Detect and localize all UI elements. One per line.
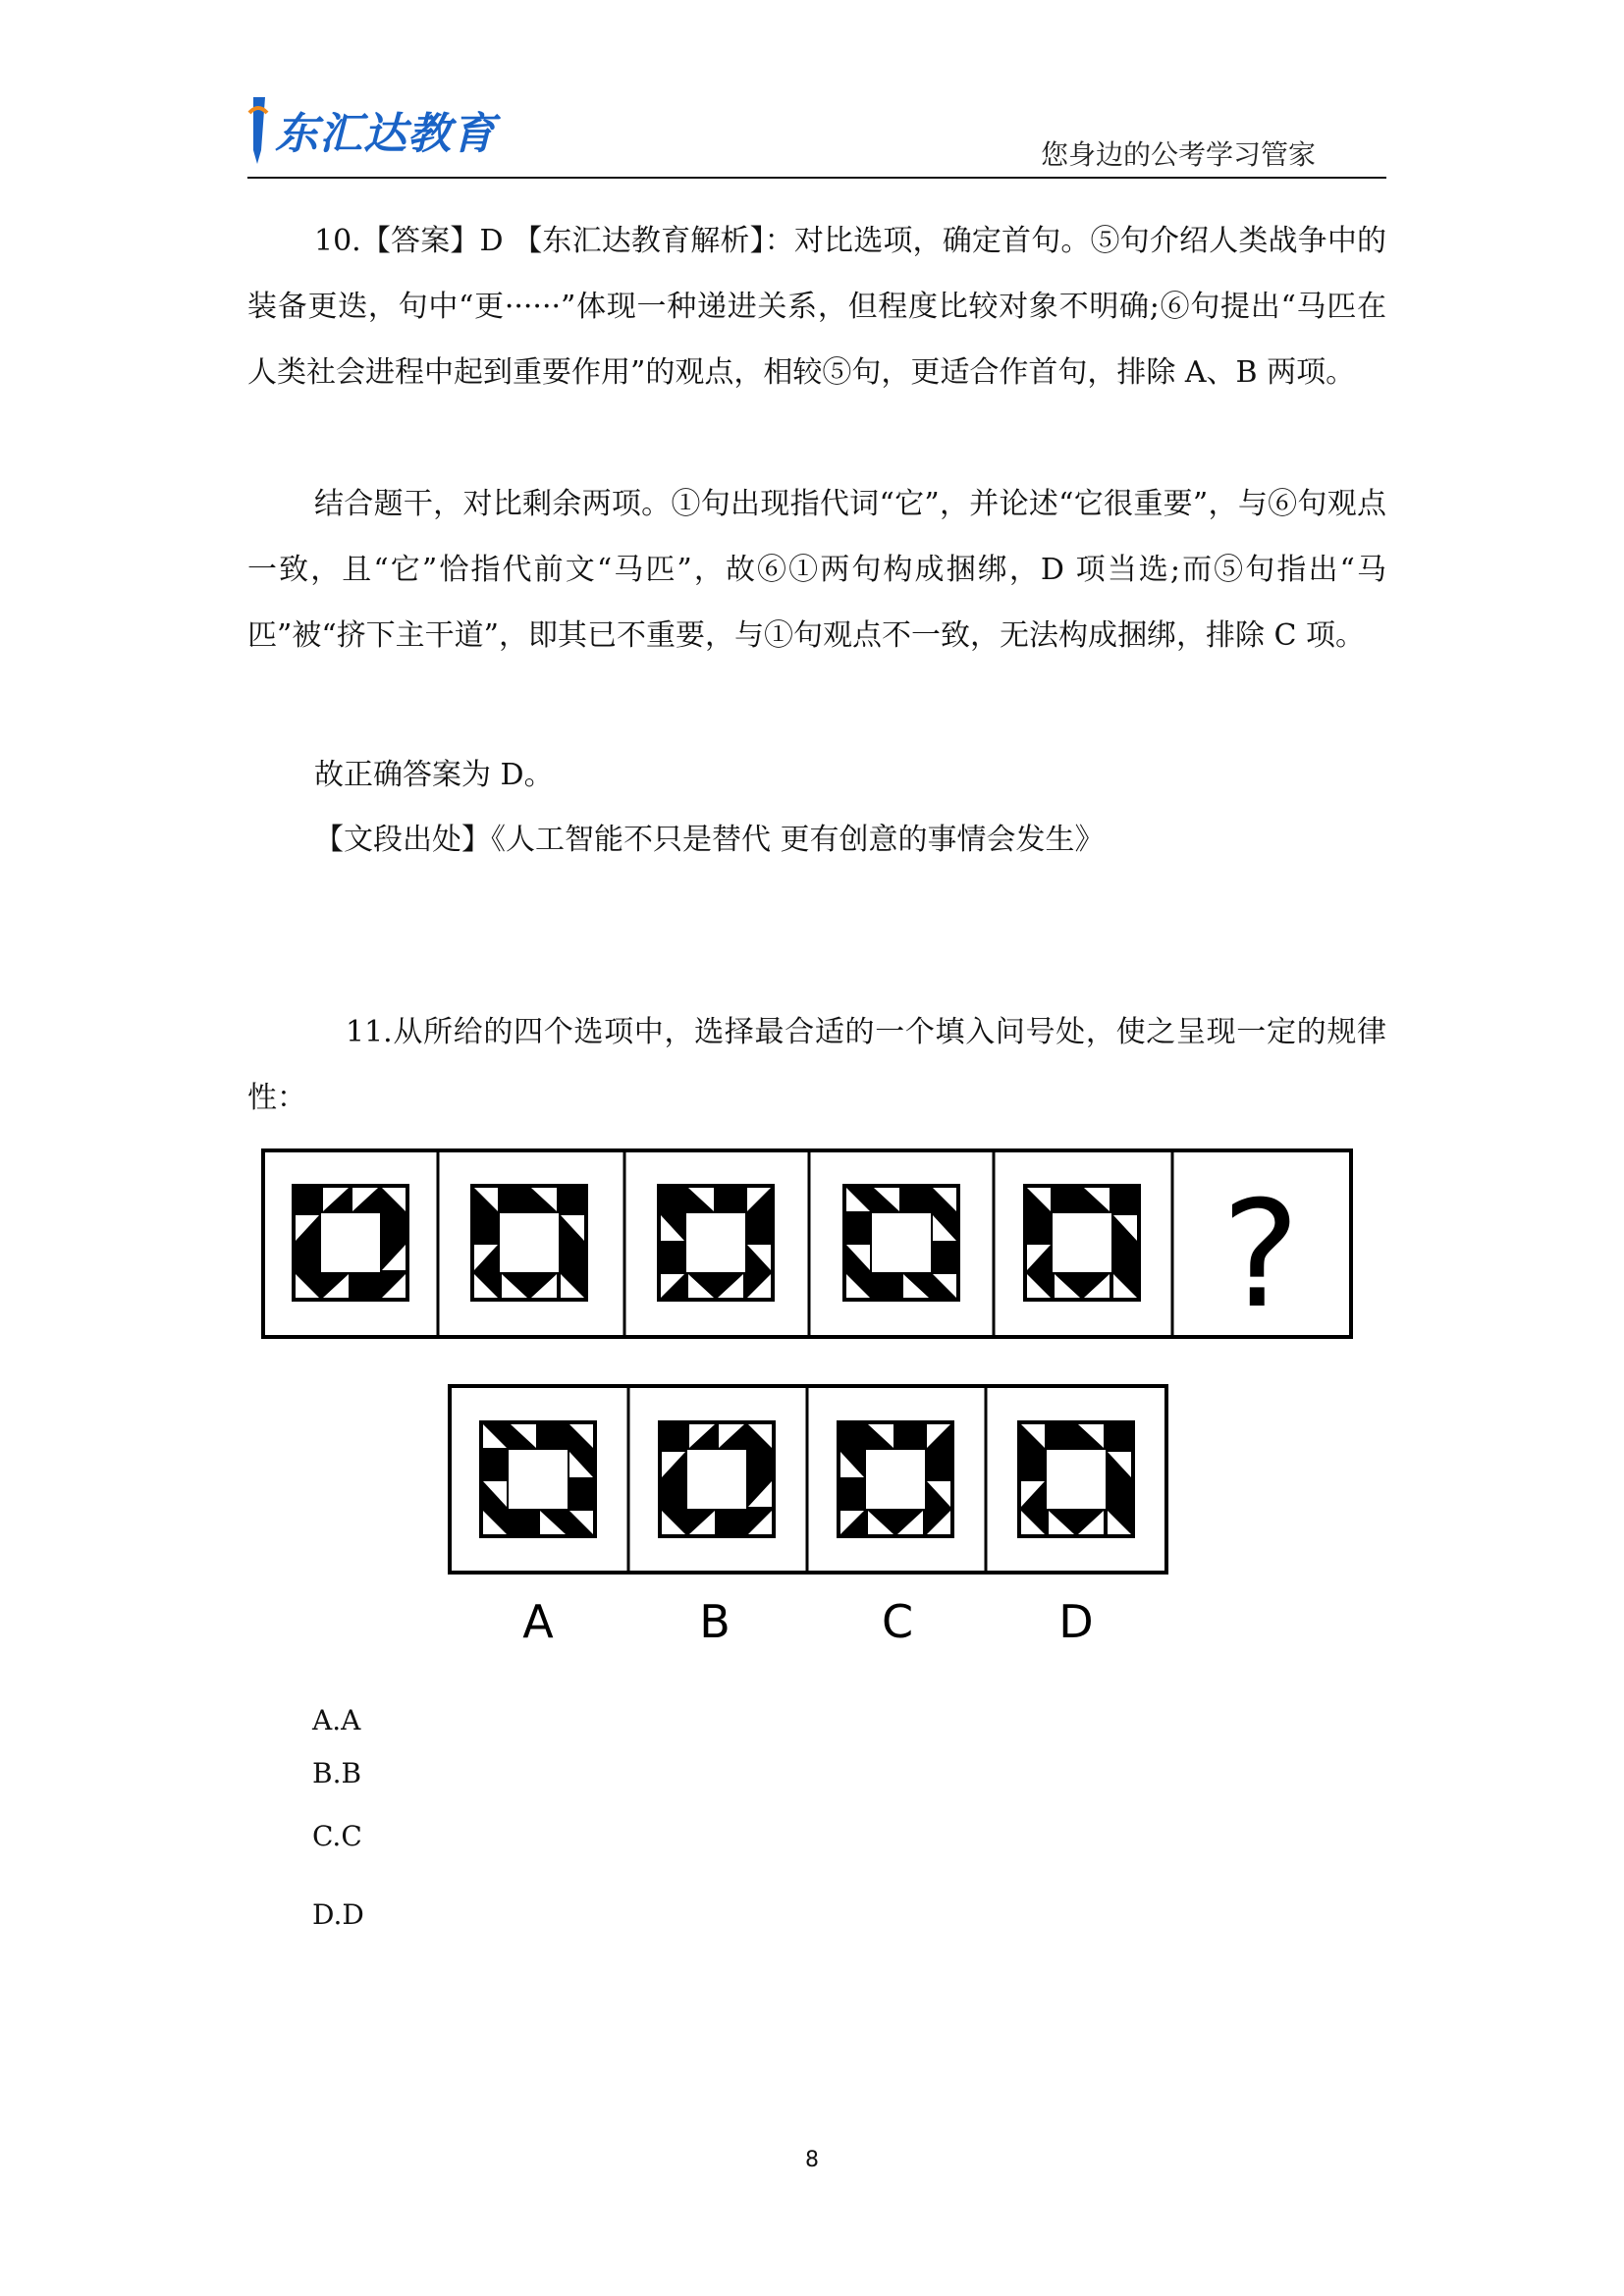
sequence-figure-3 <box>657 1184 775 1302</box>
q10-analysis-paragraph: 结合题干，对比剩余两项。①句出现指代词“它”，并论述“它很重要”，与⑥句观点一致，且“它”恰指代前文“马匹”，故⑥①两句构成捆绑，D 项当选;而⑤句指出“马匹”被“挤下主干道”，即其已不重要，与①句观点不一致，无法构成捆绑，排除 C 项。 <box>247 487 1386 653</box>
option-figure-a[interactable] <box>479 1420 597 1538</box>
options-row <box>450 1386 1166 1648</box>
q10-source: 【文段出处】《人工智能不只是替代 更有创意的事情会发生》 <box>314 823 1105 857</box>
q10-conclusion: 故正确答案为 D。 <box>314 758 554 792</box>
sequence-figure-4 <box>842 1184 960 1302</box>
q10-answer-paragraph: 10.【答案】D 【东汇达教育解析】：对比选项，确定首句。⑤句介绍人类战争中的装备更迭，句中“更······”体现一种递进关系，但程度比较对象不明确;⑥句提出“马匹在人类社会进程中起到重要作用”的观点，相较⑤句，更适合作首句，排除 A、B 两项。 <box>247 224 1386 390</box>
logo-text: 东汇达教育 <box>275 109 496 159</box>
option-label-a: A <box>522 1595 554 1648</box>
option-label-b: B <box>699 1595 731 1648</box>
option-label-c: C <box>881 1595 914 1648</box>
sequence-figure-5 <box>1023 1184 1141 1302</box>
question-mark: ? <box>1221 1170 1300 1341</box>
header-slogan: 您身边的公考学习管家 <box>1041 138 1317 171</box>
answer-option-a[interactable]: A.A <box>312 1704 361 1736</box>
option-figure-b[interactable] <box>658 1420 776 1538</box>
option-figure-d[interactable] <box>1017 1420 1135 1538</box>
sequence-figure-2 <box>470 1184 588 1302</box>
q11-question: 11.从所给的四个选项中，选择最合适的一个填入问号处，使之呈现一定的规律性： <box>247 1015 1386 1115</box>
answer-option-c[interactable]: C.C <box>312 1820 362 1852</box>
answer-option-b[interactable]: B.B <box>312 1757 362 1789</box>
page-number: 8 <box>805 2148 819 2172</box>
answer-option-d[interactable]: D.D <box>312 1898 364 1931</box>
sequence-row <box>263 1150 1351 1341</box>
option-label-d: D <box>1058 1595 1094 1648</box>
sequence-figure-1 <box>292 1184 409 1302</box>
option-figure-c[interactable] <box>837 1420 954 1538</box>
